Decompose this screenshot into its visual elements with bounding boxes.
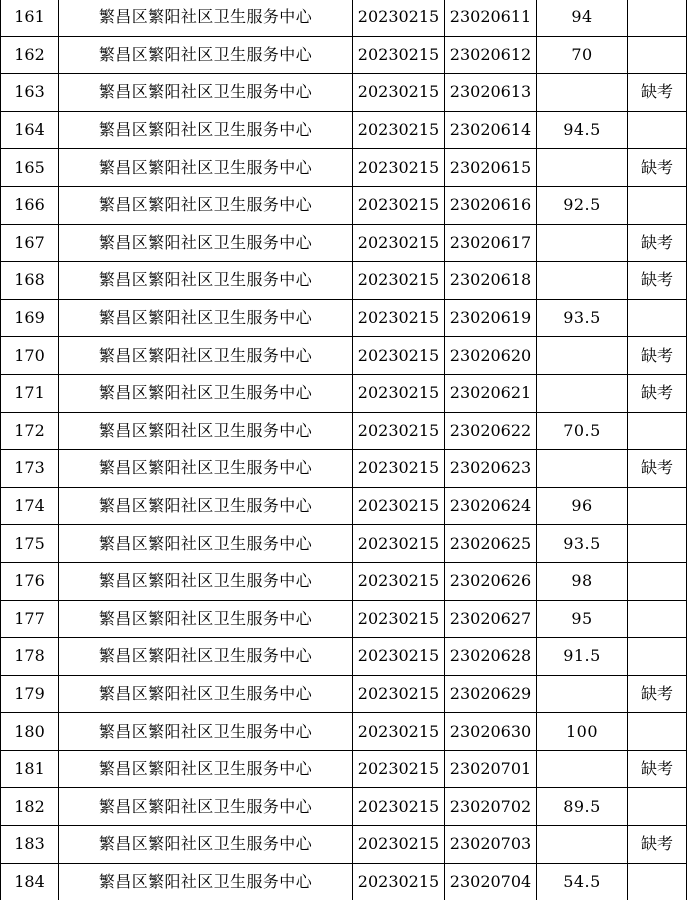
cell-position-code: 20230215 xyxy=(353,374,445,412)
cell-remark xyxy=(628,186,687,224)
cell-remark xyxy=(628,562,687,600)
cell-position-code: 20230215 xyxy=(353,412,445,450)
cell-remark xyxy=(628,863,687,900)
cell-score xyxy=(537,224,628,262)
cell-score xyxy=(537,750,628,788)
cell-seq: 180 xyxy=(1,713,59,751)
cell-seq: 181 xyxy=(1,750,59,788)
cell-remark: 缺考 xyxy=(628,74,687,112)
table-row xyxy=(1,675,687,713)
cell-seq: 164 xyxy=(1,111,59,149)
cell-unit: 繁昌区繁阳社区卫生服务中心 xyxy=(59,0,353,36)
cell-ticket-number: 23020615 xyxy=(445,149,537,187)
cell-ticket-number: 23020702 xyxy=(445,788,537,826)
cell-position-code: 20230215 xyxy=(353,750,445,788)
cell-seq: 182 xyxy=(1,788,59,826)
cell-ticket-number: 23020626 xyxy=(445,562,537,600)
table-row xyxy=(1,374,687,412)
cell-remark xyxy=(628,36,687,74)
cell-remark: 缺考 xyxy=(628,337,687,375)
cell-position-code: 20230215 xyxy=(353,337,445,375)
cell-ticket-number: 23020616 xyxy=(445,186,537,224)
cell-ticket-number: 23020619 xyxy=(445,299,537,337)
cell-ticket-number: 23020613 xyxy=(445,74,537,112)
table-row xyxy=(1,111,687,149)
cell-seq: 172 xyxy=(1,412,59,450)
cell-seq: 177 xyxy=(1,600,59,638)
cell-unit: 繁昌区繁阳社区卫生服务中心 xyxy=(59,224,353,262)
cell-score xyxy=(537,450,628,488)
cell-ticket-number: 23020622 xyxy=(445,412,537,450)
cell-position-code: 20230215 xyxy=(353,826,445,864)
cell-seq: 168 xyxy=(1,262,59,300)
cell-unit: 繁昌区繁阳社区卫生服务中心 xyxy=(59,450,353,488)
cell-remark xyxy=(628,299,687,337)
cell-unit: 繁昌区繁阳社区卫生服务中心 xyxy=(59,750,353,788)
table-row xyxy=(1,638,687,676)
cell-seq: 174 xyxy=(1,487,59,525)
cell-ticket-number: 23020625 xyxy=(445,525,537,563)
table-row xyxy=(1,863,687,900)
cell-position-code: 20230215 xyxy=(353,600,445,638)
cell-seq: 162 xyxy=(1,36,59,74)
cell-unit: 繁昌区繁阳社区卫生服务中心 xyxy=(59,713,353,751)
table-row xyxy=(1,224,687,262)
cell-score xyxy=(537,374,628,412)
table-row xyxy=(1,186,687,224)
cell-seq: 176 xyxy=(1,562,59,600)
cell-ticket-number: 23020612 xyxy=(445,36,537,74)
cell-remark xyxy=(628,525,687,563)
cell-ticket-number: 23020620 xyxy=(445,337,537,375)
cell-seq: 163 xyxy=(1,74,59,112)
cell-position-code: 20230215 xyxy=(353,299,445,337)
cell-position-code: 20230215 xyxy=(353,638,445,676)
cell-ticket-number: 23020701 xyxy=(445,750,537,788)
cell-seq: 161 xyxy=(1,0,59,36)
cell-seq: 167 xyxy=(1,224,59,262)
cell-score xyxy=(537,262,628,300)
cell-position-code: 20230215 xyxy=(353,713,445,751)
cell-seq: 175 xyxy=(1,525,59,563)
table-row xyxy=(1,412,687,450)
cell-ticket-number: 23020624 xyxy=(445,487,537,525)
cell-unit: 繁昌区繁阳社区卫生服务中心 xyxy=(59,412,353,450)
cell-score xyxy=(537,149,628,187)
cell-unit: 繁昌区繁阳社区卫生服务中心 xyxy=(59,299,353,337)
cell-seq: 166 xyxy=(1,186,59,224)
cell-score: 70.5 xyxy=(537,412,628,450)
cell-seq: 173 xyxy=(1,450,59,488)
table-row xyxy=(1,0,687,36)
cell-ticket-number: 23020623 xyxy=(445,450,537,488)
table-row xyxy=(1,788,687,826)
cell-remark: 缺考 xyxy=(628,224,687,262)
cell-score: 95 xyxy=(537,600,628,638)
score-table-body xyxy=(1,0,687,900)
cell-position-code: 20230215 xyxy=(353,487,445,525)
cell-ticket-number: 23020617 xyxy=(445,224,537,262)
table-row xyxy=(1,826,687,864)
cell-position-code: 20230215 xyxy=(353,74,445,112)
cell-remark: 缺考 xyxy=(628,750,687,788)
cell-ticket-number: 23020630 xyxy=(445,713,537,751)
cell-score: 93.5 xyxy=(537,525,628,563)
cell-remark: 缺考 xyxy=(628,374,687,412)
cell-score: 91.5 xyxy=(537,638,628,676)
cell-remark xyxy=(628,788,687,826)
cell-seq: 170 xyxy=(1,337,59,375)
cell-position-code: 20230215 xyxy=(353,450,445,488)
cell-score: 54.5 xyxy=(537,863,628,900)
cell-unit: 繁昌区繁阳社区卫生服务中心 xyxy=(59,36,353,74)
cell-seq: 171 xyxy=(1,374,59,412)
cell-unit: 繁昌区繁阳社区卫生服务中心 xyxy=(59,826,353,864)
table-row xyxy=(1,487,687,525)
cell-score: 70 xyxy=(537,36,628,74)
cell-remark xyxy=(628,713,687,751)
cell-score xyxy=(537,826,628,864)
cell-unit: 繁昌区繁阳社区卫生服务中心 xyxy=(59,562,353,600)
cell-remark: 缺考 xyxy=(628,262,687,300)
cell-score: 94.5 xyxy=(537,111,628,149)
cell-score: 93.5 xyxy=(537,299,628,337)
table-row xyxy=(1,450,687,488)
cell-unit: 繁昌区繁阳社区卫生服务中心 xyxy=(59,525,353,563)
cell-seq: 165 xyxy=(1,149,59,187)
cell-unit: 繁昌区繁阳社区卫生服务中心 xyxy=(59,74,353,112)
cell-position-code: 20230215 xyxy=(353,0,445,36)
cell-score: 92.5 xyxy=(537,186,628,224)
cell-score xyxy=(537,337,628,375)
cell-remark: 缺考 xyxy=(628,149,687,187)
table-row xyxy=(1,750,687,788)
table-row xyxy=(1,562,687,600)
cell-unit: 繁昌区繁阳社区卫生服务中心 xyxy=(59,186,353,224)
cell-unit: 繁昌区繁阳社区卫生服务中心 xyxy=(59,863,353,900)
cell-score: 98 xyxy=(537,562,628,600)
cell-remark: 缺考 xyxy=(628,675,687,713)
cell-score: 89.5 xyxy=(537,788,628,826)
cell-seq: 179 xyxy=(1,675,59,713)
table-row xyxy=(1,600,687,638)
cell-remark: 缺考 xyxy=(628,450,687,488)
table-row xyxy=(1,713,687,751)
cell-seq: 183 xyxy=(1,826,59,864)
cell-remark xyxy=(628,0,687,36)
cell-unit: 繁昌区繁阳社区卫生服务中心 xyxy=(59,675,353,713)
cell-position-code: 20230215 xyxy=(353,186,445,224)
cell-remark: 缺考 xyxy=(628,826,687,864)
cell-position-code: 20230215 xyxy=(353,36,445,74)
cell-score xyxy=(537,74,628,112)
cell-seq: 184 xyxy=(1,863,59,900)
cell-unit: 繁昌区繁阳社区卫生服务中心 xyxy=(59,262,353,300)
cell-score: 100 xyxy=(537,713,628,751)
cell-ticket-number: 23020618 xyxy=(445,262,537,300)
table-row xyxy=(1,74,687,112)
cell-seq: 169 xyxy=(1,299,59,337)
cell-remark xyxy=(628,600,687,638)
cell-remark xyxy=(628,412,687,450)
cell-unit: 繁昌区繁阳社区卫生服务中心 xyxy=(59,600,353,638)
cell-unit: 繁昌区繁阳社区卫生服务中心 xyxy=(59,788,353,826)
cell-position-code: 20230215 xyxy=(353,788,445,826)
cell-unit: 繁昌区繁阳社区卫生服务中心 xyxy=(59,111,353,149)
cell-unit: 繁昌区繁阳社区卫生服务中心 xyxy=(59,638,353,676)
cell-position-code: 20230215 xyxy=(353,224,445,262)
cell-position-code: 20230215 xyxy=(353,149,445,187)
cell-position-code: 20230215 xyxy=(353,863,445,900)
cell-ticket-number: 23020629 xyxy=(445,675,537,713)
cell-remark xyxy=(628,638,687,676)
cell-remark xyxy=(628,111,687,149)
cell-ticket-number: 23020614 xyxy=(445,111,537,149)
cell-ticket-number: 23020627 xyxy=(445,600,537,638)
cell-score: 96 xyxy=(537,487,628,525)
cell-unit: 繁昌区繁阳社区卫生服务中心 xyxy=(59,149,353,187)
table-row xyxy=(1,149,687,187)
cell-position-code: 20230215 xyxy=(353,525,445,563)
cell-ticket-number: 23020703 xyxy=(445,826,537,864)
cell-ticket-number: 23020621 xyxy=(445,374,537,412)
cell-position-code: 20230215 xyxy=(353,562,445,600)
table-row xyxy=(1,337,687,375)
table-row xyxy=(1,262,687,300)
table-row xyxy=(1,299,687,337)
cell-unit: 繁昌区繁阳社区卫生服务中心 xyxy=(59,487,353,525)
cell-ticket-number: 23020704 xyxy=(445,863,537,900)
cell-score xyxy=(537,675,628,713)
table-row xyxy=(1,36,687,74)
cell-ticket-number: 23020611 xyxy=(445,0,537,36)
cell-position-code: 20230215 xyxy=(353,262,445,300)
table-row xyxy=(1,525,687,563)
cell-ticket-number: 23020628 xyxy=(445,638,537,676)
cell-unit: 繁昌区繁阳社区卫生服务中心 xyxy=(59,337,353,375)
cell-unit: 繁昌区繁阳社区卫生服务中心 xyxy=(59,374,353,412)
cell-score: 94 xyxy=(537,0,628,36)
cell-position-code: 20230215 xyxy=(353,111,445,149)
cell-remark xyxy=(628,487,687,525)
cell-position-code: 20230215 xyxy=(353,675,445,713)
cell-seq: 178 xyxy=(1,638,59,676)
